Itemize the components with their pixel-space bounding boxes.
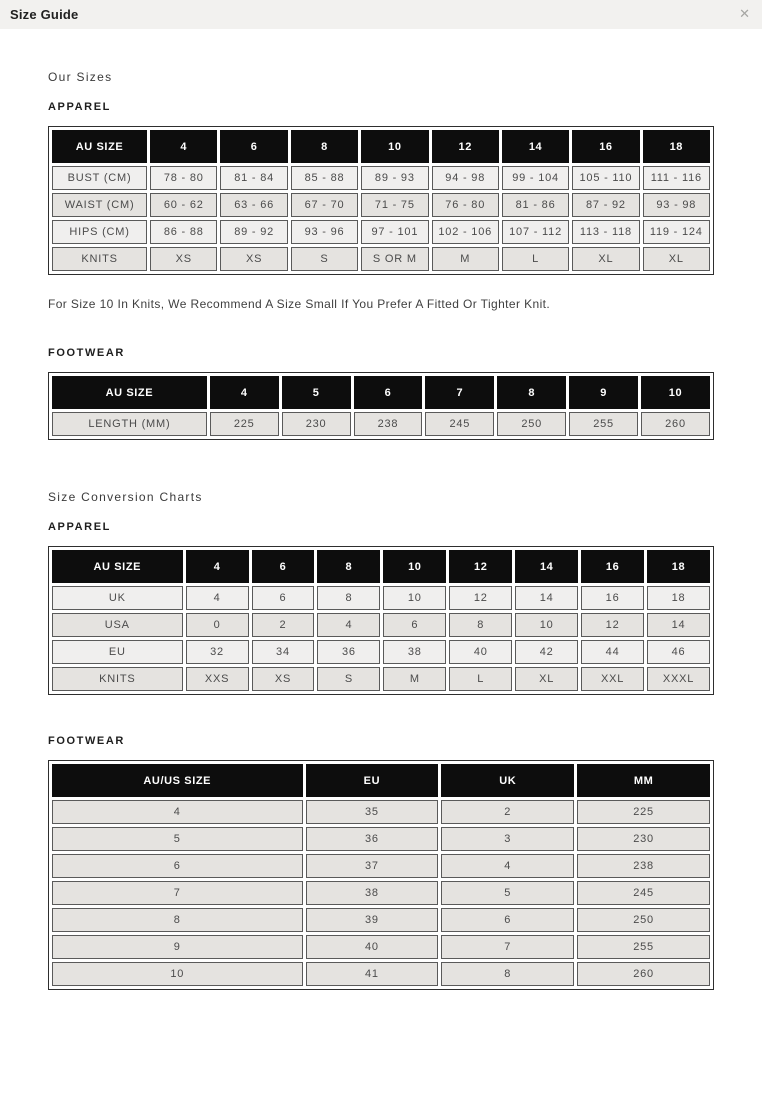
row-label: WAIST (CM) bbox=[52, 193, 147, 217]
cell: 60 - 62 bbox=[150, 193, 217, 217]
cell: 5 bbox=[441, 881, 574, 905]
cell: 8 bbox=[441, 962, 574, 986]
cell: 4 bbox=[52, 800, 303, 824]
cell: S bbox=[291, 247, 358, 271]
table-row bbox=[52, 935, 710, 959]
cell: 16 bbox=[581, 586, 644, 610]
cell: 111 - 116 bbox=[643, 166, 710, 190]
column-header: 16 bbox=[581, 550, 644, 583]
knits-note: For Size 10 In Knits, We Recommend A Size Small If You Prefer A Fitted Or Tighter Knit. bbox=[48, 297, 551, 311]
column-header: 6 bbox=[354, 376, 423, 409]
cell: 46 bbox=[647, 640, 710, 664]
table-row bbox=[52, 908, 710, 932]
cell: 87 - 92 bbox=[572, 193, 639, 217]
column-header: 4 bbox=[186, 550, 249, 583]
apparel-conversion-table bbox=[48, 546, 714, 695]
column-header: 4 bbox=[150, 130, 217, 163]
row-label: HIPS (CM) bbox=[52, 220, 147, 244]
cell: 102 - 106 bbox=[432, 220, 499, 244]
size-guide-content bbox=[0, 29, 762, 990]
cell: 255 bbox=[577, 935, 710, 959]
table-row bbox=[52, 412, 710, 436]
cell: 7 bbox=[52, 881, 303, 905]
cell: L bbox=[449, 667, 512, 691]
footwear-conversion-table bbox=[48, 760, 714, 990]
cell: 86 - 88 bbox=[150, 220, 217, 244]
cell: 89 - 93 bbox=[361, 166, 428, 190]
modal-title: Size Guide bbox=[10, 7, 79, 22]
footwear-sizes-table bbox=[48, 372, 714, 440]
table-row bbox=[52, 800, 710, 824]
section-heading-size-conversion: Size Conversion Charts bbox=[48, 490, 203, 504]
cell: S OR M bbox=[361, 247, 428, 271]
cell: 245 bbox=[425, 412, 494, 436]
cell: 81 - 84 bbox=[220, 166, 287, 190]
table-row bbox=[52, 220, 710, 244]
table-row bbox=[52, 962, 710, 986]
column-header: AU SIZE bbox=[52, 550, 183, 583]
cell: 94 - 98 bbox=[432, 166, 499, 190]
cell: 10 bbox=[515, 613, 578, 637]
cell: XS bbox=[252, 667, 315, 691]
cell: 18 bbox=[647, 586, 710, 610]
cell: M bbox=[432, 247, 499, 271]
cell: 225 bbox=[577, 800, 710, 824]
cell: XL bbox=[572, 247, 639, 271]
column-header: 14 bbox=[502, 130, 569, 163]
cell: 8 bbox=[317, 586, 380, 610]
cell: S bbox=[317, 667, 380, 691]
cell: 63 - 66 bbox=[220, 193, 287, 217]
row-label: LENGTH (MM) bbox=[52, 412, 207, 436]
cell: 67 - 70 bbox=[291, 193, 358, 217]
table-row bbox=[52, 827, 710, 851]
table-row bbox=[52, 881, 710, 905]
cell: XXL bbox=[581, 667, 644, 691]
table-row bbox=[52, 667, 710, 691]
cell: 14 bbox=[647, 613, 710, 637]
cell: 245 bbox=[577, 881, 710, 905]
cell: 9 bbox=[52, 935, 303, 959]
column-header: AU/US SIZE bbox=[52, 764, 303, 797]
row-label: KNITS bbox=[52, 667, 183, 691]
cell: 44 bbox=[581, 640, 644, 664]
cell: 4 bbox=[441, 854, 574, 878]
cell: 39 bbox=[306, 908, 439, 932]
cell: 36 bbox=[317, 640, 380, 664]
cell: 36 bbox=[306, 827, 439, 851]
cell: 89 - 92 bbox=[220, 220, 287, 244]
cell: 8 bbox=[52, 908, 303, 932]
cell: 41 bbox=[306, 962, 439, 986]
cell: 6 bbox=[441, 908, 574, 932]
cell: XL bbox=[515, 667, 578, 691]
cell: 40 bbox=[306, 935, 439, 959]
cell: 71 - 75 bbox=[361, 193, 428, 217]
cell: 230 bbox=[282, 412, 351, 436]
cell: 0 bbox=[186, 613, 249, 637]
column-header: MM bbox=[577, 764, 710, 797]
cell: 78 - 80 bbox=[150, 166, 217, 190]
header-row bbox=[52, 376, 710, 409]
cell: 7 bbox=[441, 935, 574, 959]
cell: 38 bbox=[383, 640, 446, 664]
cell: 6 bbox=[383, 613, 446, 637]
column-header: 6 bbox=[252, 550, 315, 583]
cell: 8 bbox=[449, 613, 512, 637]
cell: XL bbox=[643, 247, 710, 271]
cell: 99 - 104 bbox=[502, 166, 569, 190]
cell: 42 bbox=[515, 640, 578, 664]
cell: 107 - 112 bbox=[502, 220, 569, 244]
cell: 14 bbox=[515, 586, 578, 610]
table-label-apparel-sizes: APPAREL bbox=[48, 101, 111, 113]
cell: 40 bbox=[449, 640, 512, 664]
cell: 32 bbox=[186, 640, 249, 664]
table-row bbox=[52, 247, 710, 271]
column-header: 4 bbox=[210, 376, 279, 409]
spacer bbox=[48, 311, 714, 347]
column-header: 12 bbox=[449, 550, 512, 583]
table-row bbox=[52, 854, 710, 878]
cell: 250 bbox=[577, 908, 710, 932]
column-header: 10 bbox=[383, 550, 446, 583]
cell: XXS bbox=[186, 667, 249, 691]
cell: XXXL bbox=[647, 667, 710, 691]
cell: M bbox=[383, 667, 446, 691]
cell: 119 - 124 bbox=[643, 220, 710, 244]
cell: L bbox=[502, 247, 569, 271]
cell: 255 bbox=[569, 412, 638, 436]
cell: 10 bbox=[383, 586, 446, 610]
cell: 6 bbox=[252, 586, 315, 610]
column-header: 5 bbox=[282, 376, 351, 409]
column-header: 18 bbox=[643, 130, 710, 163]
cell: 12 bbox=[449, 586, 512, 610]
row-label: KNITS bbox=[52, 247, 147, 271]
row-label: EU bbox=[52, 640, 183, 664]
column-header: 12 bbox=[432, 130, 499, 163]
table-row bbox=[52, 586, 710, 610]
cell: 105 - 110 bbox=[572, 166, 639, 190]
cell: 10 bbox=[52, 962, 303, 986]
header-row bbox=[52, 550, 710, 583]
table-row bbox=[52, 166, 710, 190]
column-header: 10 bbox=[361, 130, 428, 163]
column-header: 7 bbox=[425, 376, 494, 409]
cell: 5 bbox=[52, 827, 303, 851]
table-row bbox=[52, 613, 710, 637]
column-header: 14 bbox=[515, 550, 578, 583]
cell: XS bbox=[150, 247, 217, 271]
close-icon[interactable]: ✕ bbox=[739, 7, 750, 22]
cell: 2 bbox=[441, 800, 574, 824]
table-row bbox=[52, 640, 710, 664]
cell: 260 bbox=[641, 412, 710, 436]
table-label-footwear-conversion: FOOTWEAR bbox=[48, 735, 125, 747]
spacer bbox=[48, 695, 714, 735]
row-label: BUST (CM) bbox=[52, 166, 147, 190]
column-header: EU bbox=[306, 764, 439, 797]
column-header: 8 bbox=[497, 376, 566, 409]
modal-header bbox=[0, 0, 762, 29]
row-label: UK bbox=[52, 586, 183, 610]
cell: 81 - 86 bbox=[502, 193, 569, 217]
cell: 85 - 88 bbox=[291, 166, 358, 190]
cell: 3 bbox=[441, 827, 574, 851]
cell: 225 bbox=[210, 412, 279, 436]
column-header: 8 bbox=[317, 550, 380, 583]
cell: 34 bbox=[252, 640, 315, 664]
row-label: USA bbox=[52, 613, 183, 637]
apparel-sizes-table bbox=[48, 126, 714, 275]
column-header: AU SIZE bbox=[52, 130, 147, 163]
cell: 76 - 80 bbox=[432, 193, 499, 217]
cell: 37 bbox=[306, 854, 439, 878]
cell: 250 bbox=[497, 412, 566, 436]
cell: 2 bbox=[252, 613, 315, 637]
column-header: UK bbox=[441, 764, 574, 797]
cell: 238 bbox=[577, 854, 710, 878]
table-label-footwear-sizes: FOOTWEAR bbox=[48, 347, 125, 359]
section-heading-our-sizes: Our Sizes bbox=[48, 70, 113, 84]
column-header: 16 bbox=[572, 130, 639, 163]
cell: 38 bbox=[306, 881, 439, 905]
cell: 4 bbox=[186, 586, 249, 610]
cell: 93 - 96 bbox=[291, 220, 358, 244]
spacer bbox=[48, 440, 714, 490]
cell: 6 bbox=[52, 854, 303, 878]
cell: 238 bbox=[354, 412, 423, 436]
cell: 260 bbox=[577, 962, 710, 986]
header-row bbox=[52, 764, 710, 797]
cell: 113 - 118 bbox=[572, 220, 639, 244]
cell: 12 bbox=[581, 613, 644, 637]
cell: 4 bbox=[317, 613, 380, 637]
table-label-apparel-conversion: APPAREL bbox=[48, 521, 111, 533]
cell: 93 - 98 bbox=[643, 193, 710, 217]
column-header: 6 bbox=[220, 130, 287, 163]
column-header: 9 bbox=[569, 376, 638, 409]
cell: 230 bbox=[577, 827, 710, 851]
table-row bbox=[52, 193, 710, 217]
column-header: 18 bbox=[647, 550, 710, 583]
cell: 35 bbox=[306, 800, 439, 824]
cell: 97 - 101 bbox=[361, 220, 428, 244]
column-header: AU SIZE bbox=[52, 376, 207, 409]
header-row bbox=[52, 130, 710, 163]
column-header: 10 bbox=[641, 376, 710, 409]
column-header: 8 bbox=[291, 130, 358, 163]
cell: XS bbox=[220, 247, 287, 271]
